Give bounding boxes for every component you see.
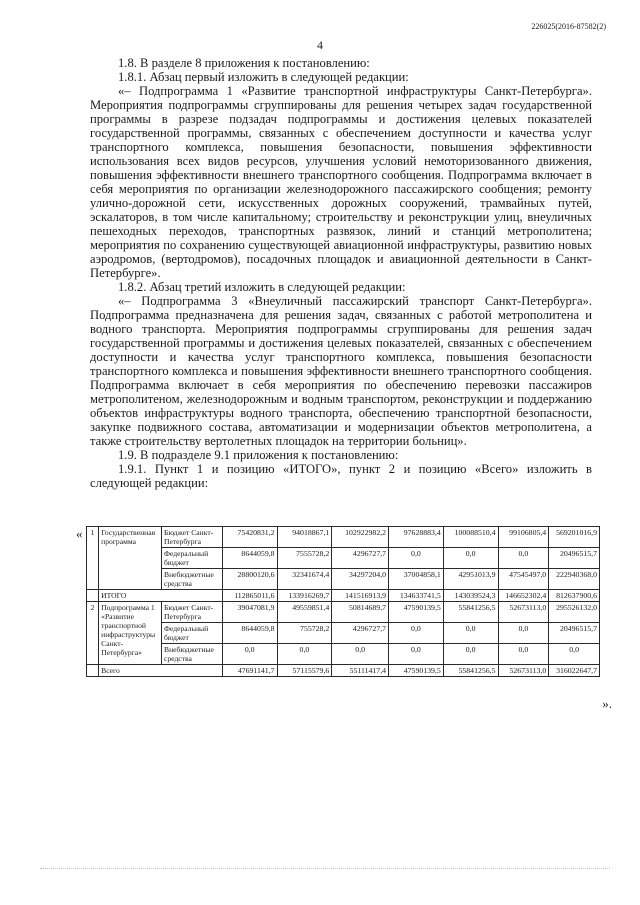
- value-cell: 55111417,4: [332, 665, 389, 677]
- paragraph-1-9-1: 1.9.1. Пункт 1 и позицию «ИТОГО», пункт 2 и позицию «Всего» изложить в следующей редакции:: [90, 462, 592, 490]
- value-cell: 8644059,8: [222, 548, 277, 569]
- value-cell: 99106805,4: [498, 527, 549, 548]
- value-cell: 47590139,5: [389, 602, 444, 623]
- value-cell: 4296727,7: [332, 623, 389, 644]
- page-number: 4: [317, 38, 323, 52]
- value-cell: 0,0: [277, 644, 332, 665]
- value-cell: 52673113,0: [498, 602, 549, 623]
- value-cell: 0,0: [498, 644, 549, 665]
- funding-table-wrapper: [76, 526, 612, 711]
- value-cell: 42951013,9: [443, 569, 498, 590]
- table-row: [87, 590, 600, 602]
- value-cell: 134633741,5: [389, 590, 444, 602]
- paragraph-1-8-2: 1.8.2. Абзац третий изложить в следующей редакции:: [118, 280, 406, 294]
- row-number-cell: 1: [87, 527, 99, 590]
- value-cell: 0,0: [498, 548, 549, 569]
- value-cell: 143039524,3: [443, 590, 498, 602]
- value-cell: 222940368,0: [549, 569, 600, 590]
- value-cell: 55841256,5: [443, 665, 498, 677]
- value-cell: 47545497,0: [498, 569, 549, 590]
- value-cell: 100088510,4: [443, 527, 498, 548]
- value-cell: 32341674,4: [277, 569, 332, 590]
- funding-source-cell: Бюджет Санкт-Петербурга: [162, 602, 223, 623]
- value-cell: 4296727,7: [332, 548, 389, 569]
- value-cell: 316022647,7: [549, 665, 600, 677]
- value-cell: 112865011,6: [222, 590, 277, 602]
- value-cell: 52673113,0: [498, 665, 549, 677]
- funding-table: [86, 526, 600, 677]
- program-name-cell: Подпрограмма 1 «Развитие транспортной инфраструктуры Санкт-Петербурга»: [99, 602, 162, 665]
- value-cell: 295526132,0: [549, 602, 600, 623]
- value-cell: 146652302,4: [498, 590, 549, 602]
- paragraph-1-8-1: 1.8.1. Абзац первый изложить в следующей редакции:: [118, 70, 409, 84]
- value-cell: 102922982,2: [332, 527, 389, 548]
- funding-source-cell: Федеральный бюджет: [162, 548, 223, 569]
- value-cell: 0,0: [549, 644, 600, 665]
- document-number: 226025(2016-87582(2): [531, 22, 606, 31]
- funding-source-cell: Бюджет Санкт-Петербурга: [162, 527, 223, 548]
- funding-source-cell: Федеральный бюджет: [162, 623, 223, 644]
- value-cell: 0,0: [498, 623, 549, 644]
- funding-source-cell: Внебюджетные средства: [162, 569, 223, 590]
- table-row: [87, 548, 600, 569]
- value-cell: 20496515,7: [549, 623, 600, 644]
- value-cell: 50814689,7: [332, 602, 389, 623]
- value-cell: 7555728,2: [277, 548, 332, 569]
- paragraph-subprogram-1: «– Подпрограмма 1 «Развитие транспортной инфраструктуры Санкт-Петербурга». Мероприятия подпрограммы сгруппированы для решения четырех задач государственной программы в разрезе подзадач подпрограммы и достижения целевых показателей государственной программы, связанных с обеспечением доступности и качества услуг транспортного комплекса, повышения безопасности, повышения эффективности использования всех видов ресурсов, улучшения условий немоторизованного движения, повышения эффективности внешнего транспортного сообщения. Подпрограмма включает в себя мероприятия по организации железнодорожного пассажирского сообщения; ремонту улично-дорожной сети, искусственных дорожных сооружений, трамвайных путей, эскалаторов, в том числе капитальному; строительству и реконструкции улиц, внеуличных пешеходных переходов, транспортных развязок, линий и станций метрополитена; мероприятия по сохранению существующей авиационной инфраструктуры, развитию новых аэродромов, (вертодромов), посадочных площадок и авиационной деятельности в Санкт-Петербурге».: [90, 84, 592, 280]
- value-cell: 0,0: [389, 548, 444, 569]
- value-cell: 47590139,5: [389, 665, 444, 677]
- table-close-quote: ».: [602, 696, 612, 711]
- value-cell: 133916269,7: [277, 590, 332, 602]
- total-label-cell: ИТОГО: [99, 590, 223, 602]
- value-cell: 0,0: [443, 548, 498, 569]
- table-row: [87, 623, 600, 644]
- row-number-cell: [87, 590, 99, 602]
- value-cell: 141516913,9: [332, 590, 389, 602]
- table-row: [87, 527, 600, 548]
- funding-source-cell: Внебюджетные средства: [162, 644, 223, 665]
- value-cell: 47691141,7: [222, 665, 277, 677]
- table-row: [87, 644, 600, 665]
- paragraph-1-8: 1.8. В разделе 8 приложения к постановлению:: [118, 56, 370, 70]
- document-body: [90, 56, 592, 490]
- value-cell: 0,0: [389, 623, 444, 644]
- value-cell: 20496515,7: [549, 548, 600, 569]
- value-cell: 57115579,6: [277, 665, 332, 677]
- value-cell: 37004858,1: [389, 569, 444, 590]
- value-cell: 0,0: [332, 644, 389, 665]
- value-cell: 75420831,2: [222, 527, 277, 548]
- value-cell: 0,0: [222, 644, 277, 665]
- row-number-cell: 2: [87, 602, 99, 665]
- table-open-quote: «: [76, 526, 83, 541]
- value-cell: 0,0: [389, 644, 444, 665]
- scan-artifact-line: [40, 868, 610, 871]
- value-cell: 49559851,4: [277, 602, 332, 623]
- value-cell: 28800120,6: [222, 569, 277, 590]
- table-row: [87, 602, 600, 623]
- value-cell: 34297204,0: [332, 569, 389, 590]
- paragraph-1-9: 1.9. В подразделе 9.1 приложения к постановлению:: [118, 448, 399, 462]
- value-cell: 8644059,8: [222, 623, 277, 644]
- total-label-cell: Всего: [99, 665, 223, 677]
- value-cell: 39047081,9: [222, 602, 277, 623]
- value-cell: 812637900,6: [549, 590, 600, 602]
- table-row: [87, 665, 600, 677]
- value-cell: 94018867,1: [277, 527, 332, 548]
- program-name-cell: Государственная программа: [99, 527, 162, 590]
- row-number-cell: [87, 665, 99, 677]
- value-cell: 97628883,4: [389, 527, 444, 548]
- value-cell: 755728,2: [277, 623, 332, 644]
- value-cell: 55841256,5: [443, 602, 498, 623]
- value-cell: 0,0: [443, 644, 498, 665]
- paragraph-subprogram-3: «– Подпрограмма 3 «Внеуличный пассажирский транспорт Санкт-Петербурга». Подпрограмма предназначена для решения задач, связанных с работой метрополитена и водного транспорта. Мероприятия подпрограммы сгруппированы для решения задач государственной программы и достижения целевых показателей, связанных с обеспечением доступности и качества услуг транспортного комплекса, повышения безопасности транспортного комплекса и повышения эффективности внешнего транспортного сообщения. Подпрограмма включает в себя мероприятия по обеспечению перевозки пассажиров метрополитеном, железнодорожным и водным транспортом, реконструкции и поддержанию объектов инфраструктуры водного транспорта, обеспечению транспортной безопасности, закупке подвижного состава, автоматизации и модернизации объектов метрополитена, а также строительству вертолетных площадок на территории больниц».: [90, 294, 592, 448]
- value-cell: 0,0: [443, 623, 498, 644]
- table-row: [87, 569, 600, 590]
- value-cell: 569201016,9: [549, 527, 600, 548]
